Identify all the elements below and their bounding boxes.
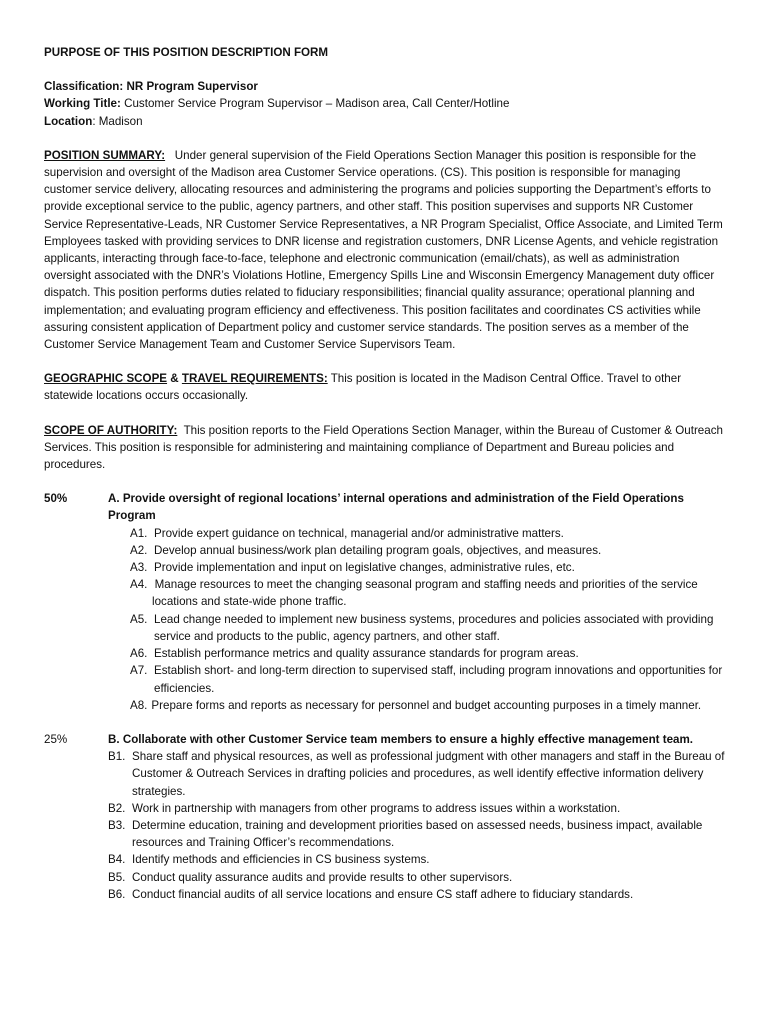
item-code: A5. — [130, 612, 148, 626]
section-b-list — [108, 748, 726, 903]
item-code: A3. — [130, 561, 148, 575]
section-a-list — [130, 525, 726, 714]
list-item — [108, 748, 726, 800]
working-title-line — [44, 95, 726, 112]
geographic-scope-amp: & — [170, 372, 179, 386]
item-code: A2. — [130, 543, 148, 557]
scope-of-authority-text: This position reports to the Field Operations Section Manager, within the Bureau of Customer & Outreach Services. This position is responsible for administering and maintaining compliance of Department and Bureau policies and procedures. — [44, 423, 723, 472]
section-a-percent: 50% — [44, 492, 68, 506]
item-code: B6. — [108, 887, 126, 901]
item-text: Conduct quality assurance audits and provide results to other supervisors. — [132, 870, 513, 884]
item-text: Provide implementation and input on legislative changes, administrative rules, etc. — [154, 561, 575, 575]
list-item — [130, 645, 726, 662]
item-code: B4. — [108, 853, 126, 867]
location-line — [44, 113, 726, 130]
item-continuation: locations and state-wide phone traffic. — [152, 595, 347, 609]
scope-of-authority-heading: SCOPE OF AUTHORITY: — [44, 423, 178, 437]
geographic-scope-heading: GEOGRAPHIC SCOPE — [44, 372, 168, 386]
item-code: B5. — [108, 870, 126, 884]
form-title: PURPOSE OF THIS POSITION DESCRIPTION FORM — [44, 46, 329, 59]
travel-requirements-heading: TRAVEL REQUIREMENTS: — [181, 372, 328, 386]
list-item — [108, 886, 726, 903]
classification-value: NR Program Supervisor — [126, 80, 258, 94]
list-item — [108, 817, 726, 851]
item-code: A7. — [130, 664, 148, 678]
item-code: A8. — [130, 698, 148, 712]
list-item — [130, 559, 726, 576]
position-summary-text: Under general supervision of the Field Operations Section Manager this position is responsible for the supervision and oversight of the Madison area Customer Service operations. (CS). This position is responsible for managing customer service delivery, allocating resources and administering the programs and policies supporting the Department’s efforts to provide exceptional service to the public, agency partners, and other staff. This position supervises and supports NR Customer Service Representative-Leads, NR Customer Service Representatives, a NR Program Specialist, Office Associate, and Limited Term Employees tasked with providing services to DNR license and registration customers, DNR License Agents, and vehicle registration applicants, interacting through face-to-face, telephone and electronic communication (email/chats), as well as administration oversight associated with the DNR’s Violations Hotline, Emergency Spills Line and Wisconsin Emergency Management duty officer dispatch. This position performs duties related to fiduciary responsibilities; financial quality assurance; operational planning and implementation; and evaluating program efficiency and effectiveness. This position facilitates and coordinates CS activities while assuring consistent application of Department policy and customer service standards. The position serves as a member of the Customer Service Management Team and Customer Service Supervisors Team. — [44, 148, 723, 352]
item-code: B1. — [108, 750, 126, 764]
list-item — [130, 525, 726, 542]
classification-label: Classification: — [44, 80, 124, 94]
position-summary-heading: POSITION SUMMARY: — [44, 148, 166, 162]
list-item — [108, 851, 726, 868]
item-text: Prepare forms and reports as necessary for personnel and budget accounting purposes in a timely manner. — [151, 698, 702, 712]
item-text: Share staff and physical resources, as well as professional judgment with other managers and staff in the Bureau of Customer & Outreach Services in drafting policies and procedures, as well identify effective information delivery strategies. — [132, 750, 725, 798]
list-item — [130, 576, 726, 610]
item-code: A1. — [130, 526, 148, 540]
list-item — [130, 611, 726, 645]
item-text: Establish short- and long-term direction to supervised staff, including program innovations and opportunities for efficiencies. — [154, 664, 723, 695]
item-code: A4. — [130, 578, 148, 592]
section-a — [44, 490, 726, 714]
list-item — [108, 869, 726, 886]
location-value: : Madison — [92, 114, 143, 128]
item-code: B3. — [108, 818, 126, 832]
list-item — [130, 662, 726, 696]
section-b-title: B. Collaborate with other Customer Service team members to ensure a highly effective management team. — [108, 732, 694, 746]
section-b — [44, 731, 726, 903]
document-page — [44, 44, 726, 903]
working-title-label: Working Title: — [44, 97, 121, 111]
geographic-scope — [44, 370, 726, 404]
section-a-title: A. Provide oversight of regional locations’ internal operations and administration of the Field Operations Program — [108, 492, 684, 523]
position-summary — [44, 147, 726, 353]
item-code: B2. — [108, 801, 126, 815]
classification-line — [44, 78, 726, 95]
item-text: Work in partnership with managers from other programs to address issues within a workstation. — [132, 801, 621, 815]
working-title-value: Customer Service Program Supervisor – Madison area, Call Center/Hotline — [124, 97, 510, 111]
item-text: Conduct financial audits of all service locations and ensure CS staff adhere to fiduciary standards. — [132, 887, 634, 901]
item-text: Provide expert guidance on technical, managerial and/or administrative matters. — [154, 526, 564, 540]
list-item — [130, 542, 726, 559]
section-b-percent: 25% — [44, 732, 68, 746]
geographic-scope-text: This position is located in the Madison Central Office. Travel to other statewide locations occurs occasionally. — [44, 372, 682, 403]
item-text: Develop annual business/work plan detailing program goals, objectives, and measures. — [154, 543, 602, 557]
list-item — [130, 697, 726, 714]
list-item — [108, 800, 726, 817]
item-code: A6. — [130, 647, 148, 661]
item-text: Manage resources to meet the changing seasonal program and staffing needs and priorities of the service — [154, 578, 698, 592]
item-text: Lead change needed to implement new business systems, procedures and policies associated with providing service and products to the public, agency partners, and other staff. — [154, 612, 714, 643]
item-text: Identify methods and efficiencies in CS business systems. — [132, 853, 430, 867]
item-text: Establish performance metrics and quality assurance standards for program areas. — [154, 647, 579, 661]
item-text: Determine education, training and development priorities based on assessed needs, business impact, available resources and Training Officer’s recommendations. — [132, 818, 703, 850]
location-label: Location — [44, 114, 93, 128]
scope-of-authority — [44, 422, 726, 474]
